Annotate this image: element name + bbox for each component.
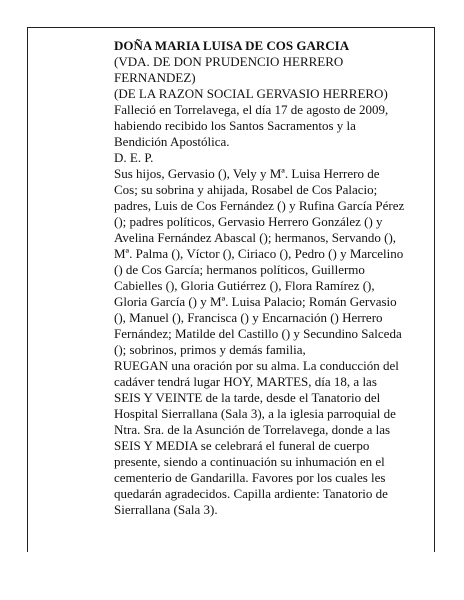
body-line: Fernández; Matilde del Castillo () y Secundino Salceda — [114, 326, 402, 341]
body-line: () de Cos García; hermanos políticos, Guillermo — [114, 262, 365, 277]
body-line: (); sobrinos, primos y demás familia, — [114, 342, 306, 357]
body-line: (); padres políticos, Gervasio Herrero González () y — [114, 214, 383, 229]
deceased-name: DOÑA MARIA LUISA DE COS GARCIA — [114, 38, 350, 53]
body-line: Cos; su sobrina y ahijada, Rosabel de Cos Palacio; — [114, 182, 378, 197]
body-line: D. E. P. — [114, 150, 154, 165]
body-line: Sierrallana (Sala 3). — [114, 502, 218, 517]
body-line: Sus hijos, Gervasio (), Vely y Mª. Luisa Herrero de — [114, 166, 380, 181]
body-line: Bendición Apostólica. — [114, 134, 230, 149]
widow-line-1: (VDA. DE DON PRUDENCIO HERRERO — [114, 54, 344, 69]
body-line: SEIS Y VEINTE de la tarde, desde el Tanatorio del — [114, 390, 381, 405]
body-line: quedarán agradecidos. Capilla ardiente: Tanatorio de — [114, 486, 388, 501]
body-line: Cabielles (), Gloria Gutiérrez (), Flora Ramírez (), — [114, 278, 375, 293]
body-line: SEIS Y MEDIA se celebrará el funeral de cuerpo — [114, 438, 370, 453]
body-line: Hospital Sierrallana (Sala 3), a la iglesia parroquial de — [114, 406, 396, 421]
company-line: (DE LA RAZON SOCIAL GERVASIO HERRERO) — [114, 86, 388, 101]
body-line: RUEGAN una oración por su alma. La conducción del — [114, 358, 399, 373]
body-line: Gloria García () y Mª. Luisa Palacio; Román Gervasio — [114, 294, 397, 309]
body-line: Avelina Fernández Abascal (); hermanos, Servando (), — [114, 230, 397, 245]
body-line: cementerio de Gandarilla. Favores por los cuales les — [114, 470, 386, 485]
body-line: Ntra. Sra. de la Asunción de Torrelavega, donde a las — [114, 422, 391, 437]
body-line: habiendo recibido los Santos Sacramentos y la — [114, 118, 356, 133]
body-line: Mª. Palma (), Víctor (), Ciriaco (), Pedro () y Marcelino — [114, 246, 404, 261]
body-line: (), Manuel (), Francisca () y Encarnación () Herrero — [114, 310, 383, 325]
body-line: cadáver tendrá lugar HOY, MARTES, día 18, a las — [114, 374, 377, 389]
widow-line-2: FERNANDEZ) — [114, 70, 196, 85]
obituary-text — [114, 38, 424, 518]
body-line: padres, Luis de Cos Fernández () y Rufina García Pérez — [114, 198, 405, 213]
body-line: presente, siendo a continuación su inhumación en el — [114, 454, 385, 469]
body-line: Falleció en Torrelavega, el día 17 de agosto de 2009, — [114, 102, 389, 117]
